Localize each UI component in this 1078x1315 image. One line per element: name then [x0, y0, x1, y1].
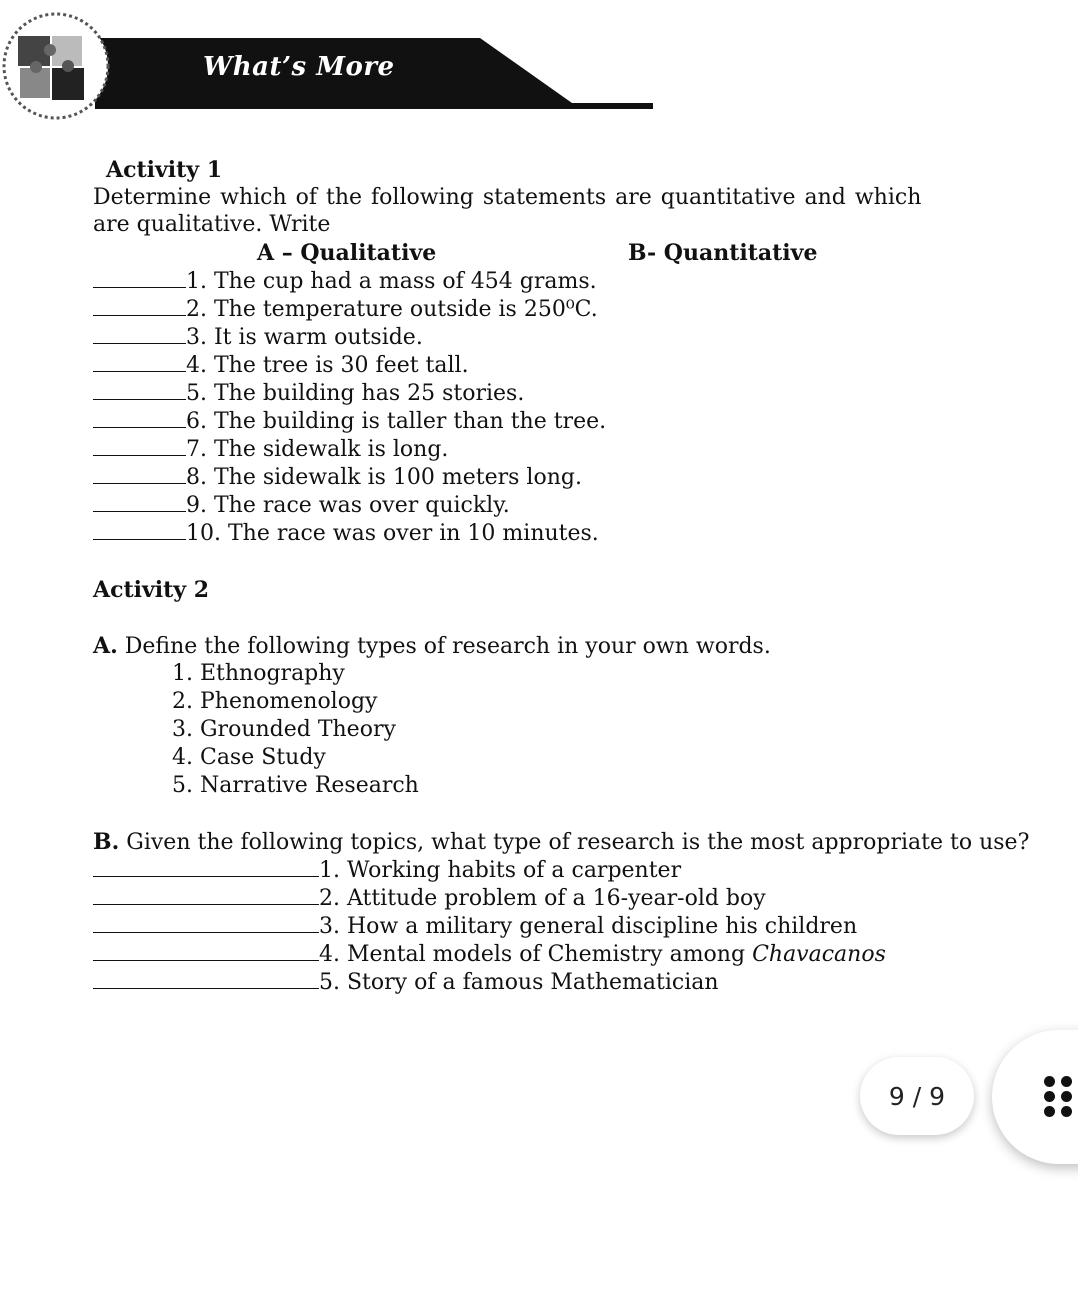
activity1-item: 4. The tree is 30 feet tall.: [93, 351, 469, 380]
answer-blank[interactable]: [93, 491, 186, 512]
partB-item: 2. Attitude problem of a 16-year-old boy: [93, 884, 766, 913]
activity1-item: 9. The race was over quickly.: [93, 491, 510, 520]
activity1-item: 2. The temperature outside is 250⁰C.: [93, 295, 598, 324]
activity1-item: 3. It is warm outside.: [93, 323, 423, 352]
partB-item: 3. How a military general discipline his children: [93, 912, 857, 941]
answer-blank[interactable]: [93, 435, 186, 456]
answer-blank[interactable]: [93, 379, 186, 400]
answer-blank[interactable]: [93, 519, 186, 540]
answer-blank[interactable]: [93, 912, 319, 933]
partA-prompt: A. Define the following types of research in your own words.: [93, 633, 771, 659]
activity1-item: 5. The building has 25 stories.: [93, 379, 524, 408]
option-b-label: B- Quantitative: [628, 240, 818, 266]
activity1-item: 8. The sidewalk is 100 meters long.: [93, 463, 582, 492]
answer-blank[interactable]: [93, 884, 319, 905]
partB-item: 5. Story of a famous Mathematician: [93, 968, 719, 997]
answer-blank[interactable]: [93, 295, 186, 316]
option-a-label: A – Qualitative: [257, 240, 437, 266]
partA-item: 5. Narrative Research: [172, 773, 419, 798]
answer-blank[interactable]: [93, 940, 319, 961]
section-header: [0, 0, 700, 140]
puzzle-icon: [4, 14, 108, 118]
partB-item: 1. Working habits of a carpenter: [93, 856, 681, 885]
partB-item: 4. Mental models of Chemistry among Chavacanos: [93, 940, 886, 969]
answer-blank[interactable]: [93, 267, 186, 288]
answer-blank[interactable]: [93, 856, 319, 877]
activity2-title: Activity 2: [93, 577, 210, 603]
activity1-item: 7. The sidewalk is long.: [93, 435, 448, 464]
header-title: What’s More: [203, 52, 395, 82]
activity1-item: 10. The race was over in 10 minutes.: [93, 519, 599, 548]
answer-blank[interactable]: [93, 351, 186, 372]
activity1-title: Activity 1: [106, 157, 223, 183]
answer-blank[interactable]: [93, 323, 186, 344]
page-indicator[interactable]: 9 / 9: [860, 1057, 974, 1135]
activity1-item: 1. The cup had a mass of 454 grams.: [93, 267, 597, 296]
answer-blank[interactable]: [93, 407, 186, 428]
activity1-item: 6. The building is taller than the tree.: [93, 407, 606, 436]
activity1-instructions-line2: are qualitative. Write: [93, 212, 331, 237]
activity1-instructions-line1: Determine which of the following statements are quantitative and which: [93, 185, 922, 210]
partA-item: 2. Phenomenology: [172, 689, 378, 714]
partA-item: 1. Ethnography: [172, 661, 345, 686]
partA-item: 3. Grounded Theory: [172, 717, 396, 742]
answer-blank[interactable]: [93, 968, 319, 989]
answer-blank[interactable]: [93, 463, 186, 484]
partA-item: 4. Case Study: [172, 745, 326, 770]
more-dots-icon[interactable]: [1044, 1076, 1074, 1118]
partB-prompt: B. Given the following topics, what type of research is the most appropriate to use?: [93, 829, 1030, 855]
